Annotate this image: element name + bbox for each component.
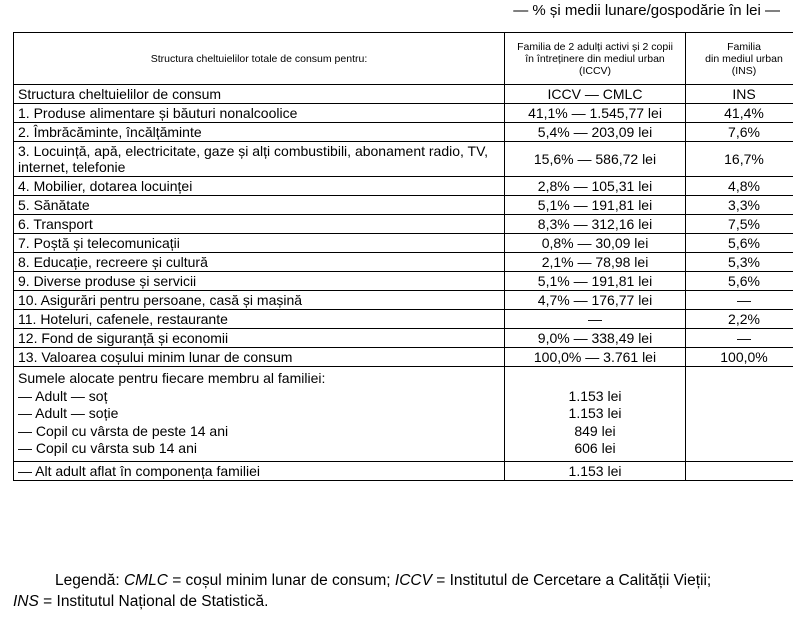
row-label: 1. Produse alimentare și băuturi nonalcoolice — [14, 104, 505, 123]
member-value: 606 lei — [574, 440, 616, 456]
table-row — [14, 291, 793, 310]
table-row — [14, 234, 793, 253]
table-row — [14, 348, 793, 367]
row-iccv: 8,3% — 312,16 lei — [505, 215, 686, 234]
header-iccv — [505, 33, 686, 85]
members-title: Sumele alocate pentru fiecare membru al familiei: — [18, 370, 326, 386]
row-ins: 5,6% — [686, 272, 793, 291]
member-label: — Adult — soție — [18, 405, 119, 421]
row-ins: 5,3% — [686, 253, 793, 272]
member-label: — Copil cu vârsta sub 14 ani — [18, 440, 197, 456]
structure-row — [14, 85, 793, 104]
member-label: — Copil cu vârsta de peste 14 ani — [18, 422, 229, 439]
header-ins-line-3: (INS) — [731, 64, 757, 77]
row-ins: — — [686, 329, 793, 348]
header-row — [14, 33, 793, 85]
row-ins: 16,7% — [686, 142, 793, 177]
header-iccv-line-3: (ICCV) — [578, 64, 612, 77]
header-ins-line-1: Familia — [727, 40, 761, 53]
extra-adult-row — [14, 461, 793, 480]
row-label: 6. Transport — [14, 215, 505, 234]
row-iccv: 5,4% — 203,09 lei — [505, 123, 686, 142]
header-iccv-line-2: în întreținere din mediul urban — [525, 52, 665, 65]
table-row — [14, 123, 793, 142]
legend-iccv-def: = Institutul de Cercetare a Calității Vieții; — [431, 572, 712, 589]
row-iccv: 5,1% — 191,81 lei — [505, 196, 686, 215]
row-label: 12. Fond de siguranță și economii — [14, 329, 505, 348]
extra-adult-ins-empty — [686, 461, 793, 480]
unit-note: — % și medii lunare/gospodărie în lei — — [513, 2, 780, 19]
header-ins — [686, 33, 793, 85]
row-ins: 2,2% — [686, 310, 793, 329]
row-ins: 4,8% — [686, 177, 793, 196]
table-row — [14, 329, 793, 348]
member-label: — Adult — soț — [18, 387, 108, 404]
row-label: 10. Asigurări pentru persoane, casă și mașină — [14, 291, 505, 310]
table-row — [14, 196, 793, 215]
row-ins: — — [686, 291, 793, 310]
row-label: 3. Locuință, apă, electricitate, gaze și alți combustibili, abonament radio, TV, internet, telefonie — [14, 142, 505, 177]
members-row — [14, 367, 793, 462]
row-iccv: 9,0% — 338,49 lei — [505, 329, 686, 348]
row-label: 8. Educație, recreere și cultură — [14, 253, 505, 272]
row-iccv: 2,1% — 78,98 lei — [505, 253, 686, 272]
legend-prefix: Legendă: — [55, 572, 124, 589]
row-iccv: 0,8% — 30,09 lei — [505, 234, 686, 253]
structure-iccv: ICCV — CMLC — [505, 85, 686, 104]
legend — [13, 570, 781, 612]
structure-ins: INS — [686, 85, 793, 104]
row-iccv: 4,7% — 176,77 lei — [505, 291, 686, 310]
row-ins: 7,6% — [686, 123, 793, 142]
member-value: 849 lei — [574, 422, 616, 439]
header-iccv-line-1: Familia de 2 adulți activi și 2 copii — [517, 40, 673, 53]
member-value: 1.153 lei — [568, 387, 622, 404]
row-ins: 5,6% — [686, 234, 793, 253]
header-description: Structura cheltuielilor totale de consum pentru: — [14, 33, 505, 85]
row-ins: 100,0% — [686, 348, 793, 367]
row-iccv: 41,1% — 1.545,77 lei — [505, 104, 686, 123]
row-ins: 41,4% — [686, 104, 793, 123]
header-ins-line-2: din mediul urban — [705, 52, 783, 65]
row-iccv: 2,8% — 105,31 lei — [505, 177, 686, 196]
legend-iccv-abbr: ICCV — [394, 572, 432, 589]
extra-adult-label: — Alt adult aflat în componența familiei — [14, 461, 505, 480]
legend-ins-def: = Institutul Național de Statistică. — [38, 593, 269, 610]
members-labels — [14, 367, 505, 462]
legend-ins-abbr: INS — [13, 593, 39, 610]
row-iccv: 100,0% — 3.761 lei — [505, 348, 686, 367]
row-iccv: 5,1% — 191,81 lei — [505, 272, 686, 291]
members-values — [505, 367, 686, 462]
table-row — [14, 104, 793, 123]
consumption-structure-table — [13, 32, 793, 481]
row-ins: 7,5% — [686, 215, 793, 234]
row-label: 5. Sănătate — [14, 196, 505, 215]
legend-cmlc-abbr: CMLC — [123, 572, 168, 589]
row-label: 9. Diverse produse și servicii — [14, 272, 505, 291]
table-row — [14, 215, 793, 234]
row-label: 2. Îmbrăcăminte, încălțăminte — [14, 123, 505, 142]
member-value: 1.153 lei — [568, 405, 622, 421]
row-label: 7. Poștă și telecomunicații — [14, 234, 505, 253]
legend-cmlc-def: = coșul minim lunar de consum; — [167, 572, 395, 589]
members-ins-empty — [686, 367, 793, 462]
table-row — [14, 253, 793, 272]
row-label: 4. Mobilier, dotarea locuinței — [14, 177, 505, 196]
table-row — [14, 272, 793, 291]
table-row — [14, 142, 793, 177]
row-iccv: — — [505, 310, 686, 329]
table-row — [14, 177, 793, 196]
row-label: 11. Hoteluri, cafenele, restaurante — [14, 310, 505, 329]
row-iccv: 15,6% — 586,72 lei — [505, 142, 686, 177]
table-row — [14, 310, 793, 329]
row-ins: 3,3% — [686, 196, 793, 215]
extra-adult-value: 1.153 lei — [505, 461, 686, 480]
row-label: 13. Valoarea coșului minim lunar de consum — [14, 348, 505, 367]
structure-label: Structura cheltuielilor de consum — [14, 85, 505, 104]
